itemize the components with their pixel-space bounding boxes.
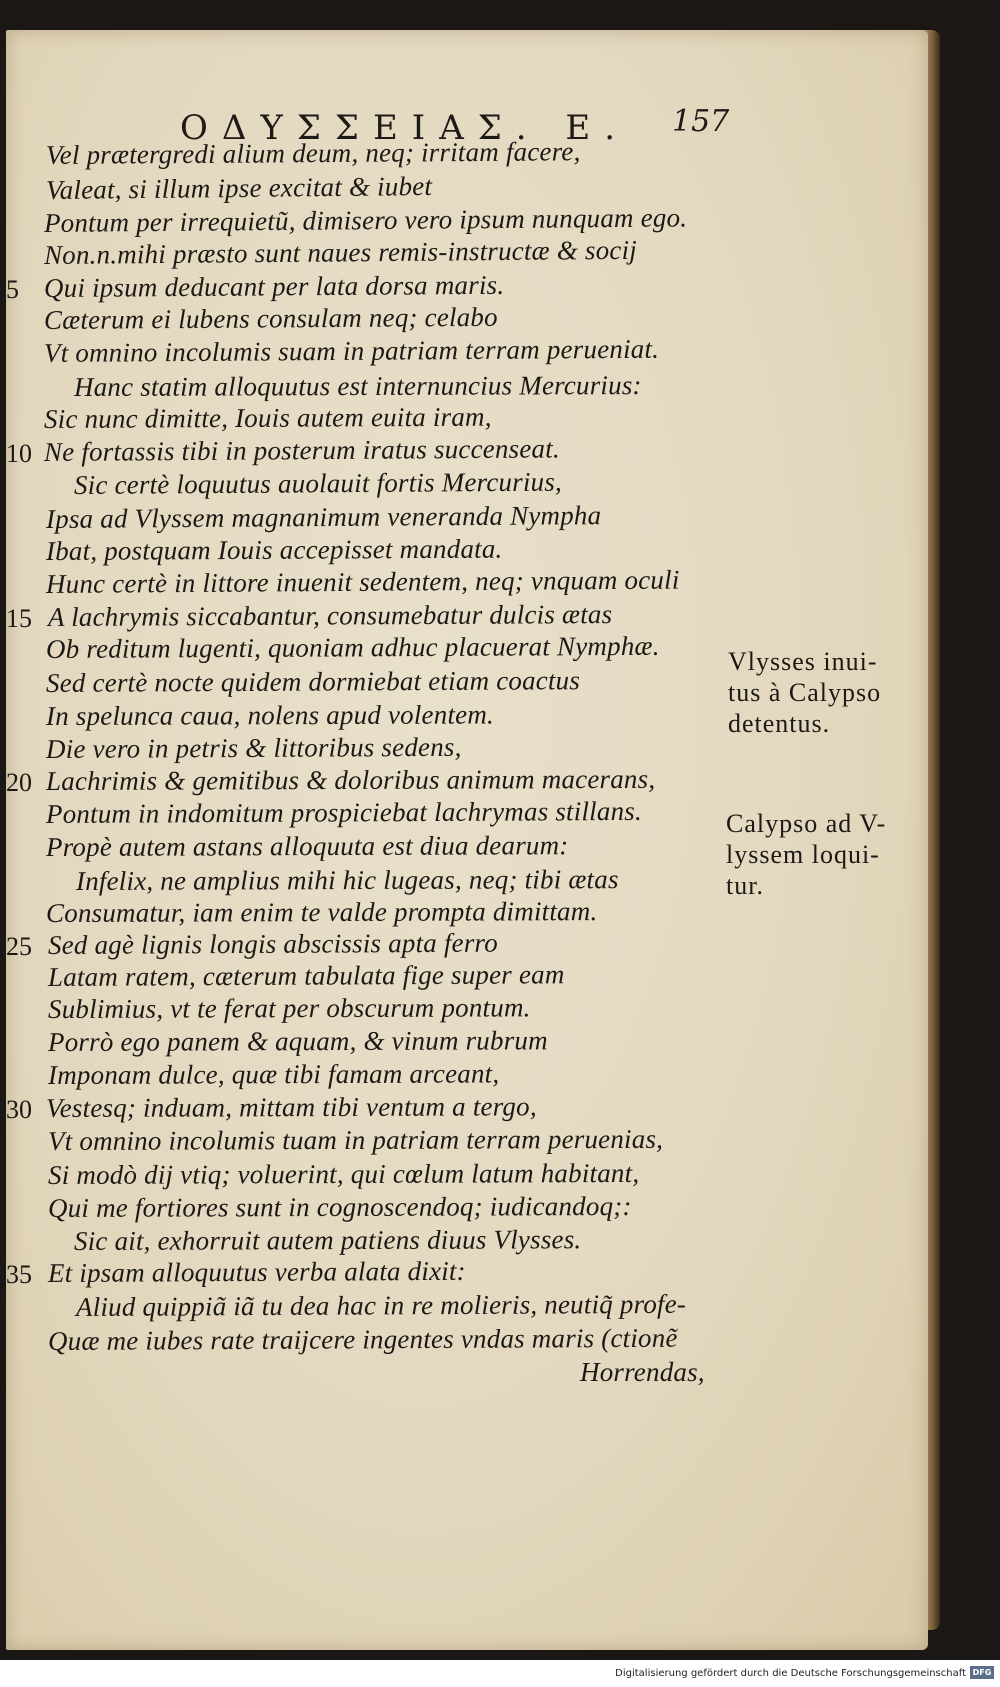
verse-line: Sic ait, exhorruit autem patiens diuus Vlysses. — [73, 1224, 582, 1256]
verse-line: Latam ratem, cæterum tabulata fige super eam — [47, 959, 565, 992]
verse-line: Qui me fortiores sunt in cognoscendoq; iudicandoq;: — [47, 1190, 632, 1223]
verse-line: Propè autem astans alloquuta est diua dearum: — [45, 830, 569, 862]
verse-line: Horrendas, — [580, 1357, 705, 1387]
verse-line: Sic certè loquutus auolauit fortis Mercurius, — [73, 466, 563, 500]
verse-line: Pontum in indomitum prospiciebat lachrymas stillans. — [45, 795, 642, 829]
verse-line: In spelunca caua, nolens apud volentem. — [45, 699, 495, 731]
verse-line: Cæterum ei lubens consulam neq; celabo — [43, 301, 498, 335]
verse-line: Vt omnino incolumis suam in patriam terram perueniat. — [43, 333, 660, 368]
page-number: 157 — [672, 104, 730, 139]
verse-line: Vel prætergredi alium deum, neq; irritam facere, — [45, 136, 581, 170]
verse-line: Sic nunc dimitte, Iouis autem euita iram, — [43, 401, 492, 434]
verse-line: Et ipsam alloquutus verba alata dixit: — [47, 1255, 466, 1288]
verse-line: Sed agè lignis longis abscissis apta ferro — [47, 927, 498, 960]
verse-line: Pontum per irrequietũ, dimisero vero ipsum nunquam ego. — [43, 202, 688, 238]
verse-line-number: 30 — [6, 1095, 32, 1124]
verse-line: Vt omnino incolumis tuam in patriam terram peruenias, — [47, 1123, 664, 1156]
verse-line: Die vero in petris & littoribus sedens, — [45, 731, 462, 764]
verse-line: Lachrimis & gemitibus & doloribus animum macerans, — [45, 763, 656, 796]
footer-credit: Digitalisierung gefördert durch die Deutsche Forschungsgemeinschaft — [615, 1668, 966, 1679]
verse-line: Ne fortassis tibi in posterum iratus succenseat. — [43, 433, 560, 467]
verse-line: Hunc certè in littore inuenit sedentem, neq; vnquam oculi — [45, 564, 680, 599]
verse-line: Si modò dij vtiq; voluerint, qui cœlum latum habitant, — [47, 1157, 640, 1190]
margin-note-line: detentus. — [728, 709, 831, 738]
verse-line: Sed certè nocte quidem dormiebat etiam coactus — [45, 665, 581, 698]
verse-line: Infelix, ne amplius mihi hic lugeas, neq; tibi ætas — [75, 864, 619, 896]
margin-note-line: Vlysses inui- — [728, 647, 878, 676]
verse-line: A lachrymis siccabantur, consumebatur dulcis ætas — [47, 599, 613, 632]
margin-note-line: Calypso ad V- — [726, 809, 887, 838]
verse-line-number: 20 — [6, 768, 32, 797]
verse-line-number: 5 — [6, 275, 19, 304]
verse-line: Ob reditum lugenti, quoniam adhuc placuerat Nymphæ. — [45, 630, 660, 664]
margin-note-line: lyssem loqui- — [726, 840, 880, 869]
verse-line: Consumatur, iam enim te valde prompta dimittam. — [45, 896, 598, 928]
verse-line: Non.n.mihi præsto sunt naues remis-instructæ & socij — [43, 234, 638, 270]
running-head: ΟΔΥΣΣΕΙΑΣ. Ε. — [180, 108, 630, 148]
verse-line-number: 10 — [6, 439, 32, 468]
dfg-logo: DFG — [970, 1666, 994, 1679]
verse-line: Hanc statim alloquutus est internuncius Mercurius: — [73, 370, 642, 402]
verse-line: Ibat, postquam Iouis accepisset mandata. — [45, 533, 503, 566]
verse-line-number: 15 — [6, 604, 32, 633]
verse-line: Quæ me iubes rate traijcere ingentes vndas maris (ctionẽ — [47, 1322, 678, 1356]
verse-line: Imponam dulce, quæ tibi famam arceant, — [47, 1058, 500, 1090]
verse-line: Aliud quippiã iã tu dea hac in re molieris, neutiq̃ profe- — [75, 1288, 687, 1322]
verse-line: Sublimius, vt te ferat per obscurum pontum. — [47, 992, 531, 1024]
verse-line-number: 35 — [6, 1260, 32, 1289]
verse-line-number: 25 — [6, 932, 32, 961]
margin-note-vlysses-detentus — [728, 646, 881, 739]
verse-line: Vestesq; induam, mittam tibi ventum a tergo, — [45, 1091, 537, 1123]
verse-line: Qui ipsum deducant per lata dorsa maris. — [43, 269, 505, 303]
margin-note-line: tur. — [726, 871, 764, 900]
margin-note-line: tus à Calypso — [728, 678, 882, 707]
margin-note-calypso-loquitur — [726, 808, 886, 901]
verse-line: Porrò ego panem & aquam, & vinum rubrum — [47, 1025, 548, 1057]
verse-line: Ipsa ad Vlyssem magnanimum veneranda Nympha — [45, 500, 602, 534]
verse-line: Valeat, si illum ipse excitat & iubet — [45, 170, 433, 205]
